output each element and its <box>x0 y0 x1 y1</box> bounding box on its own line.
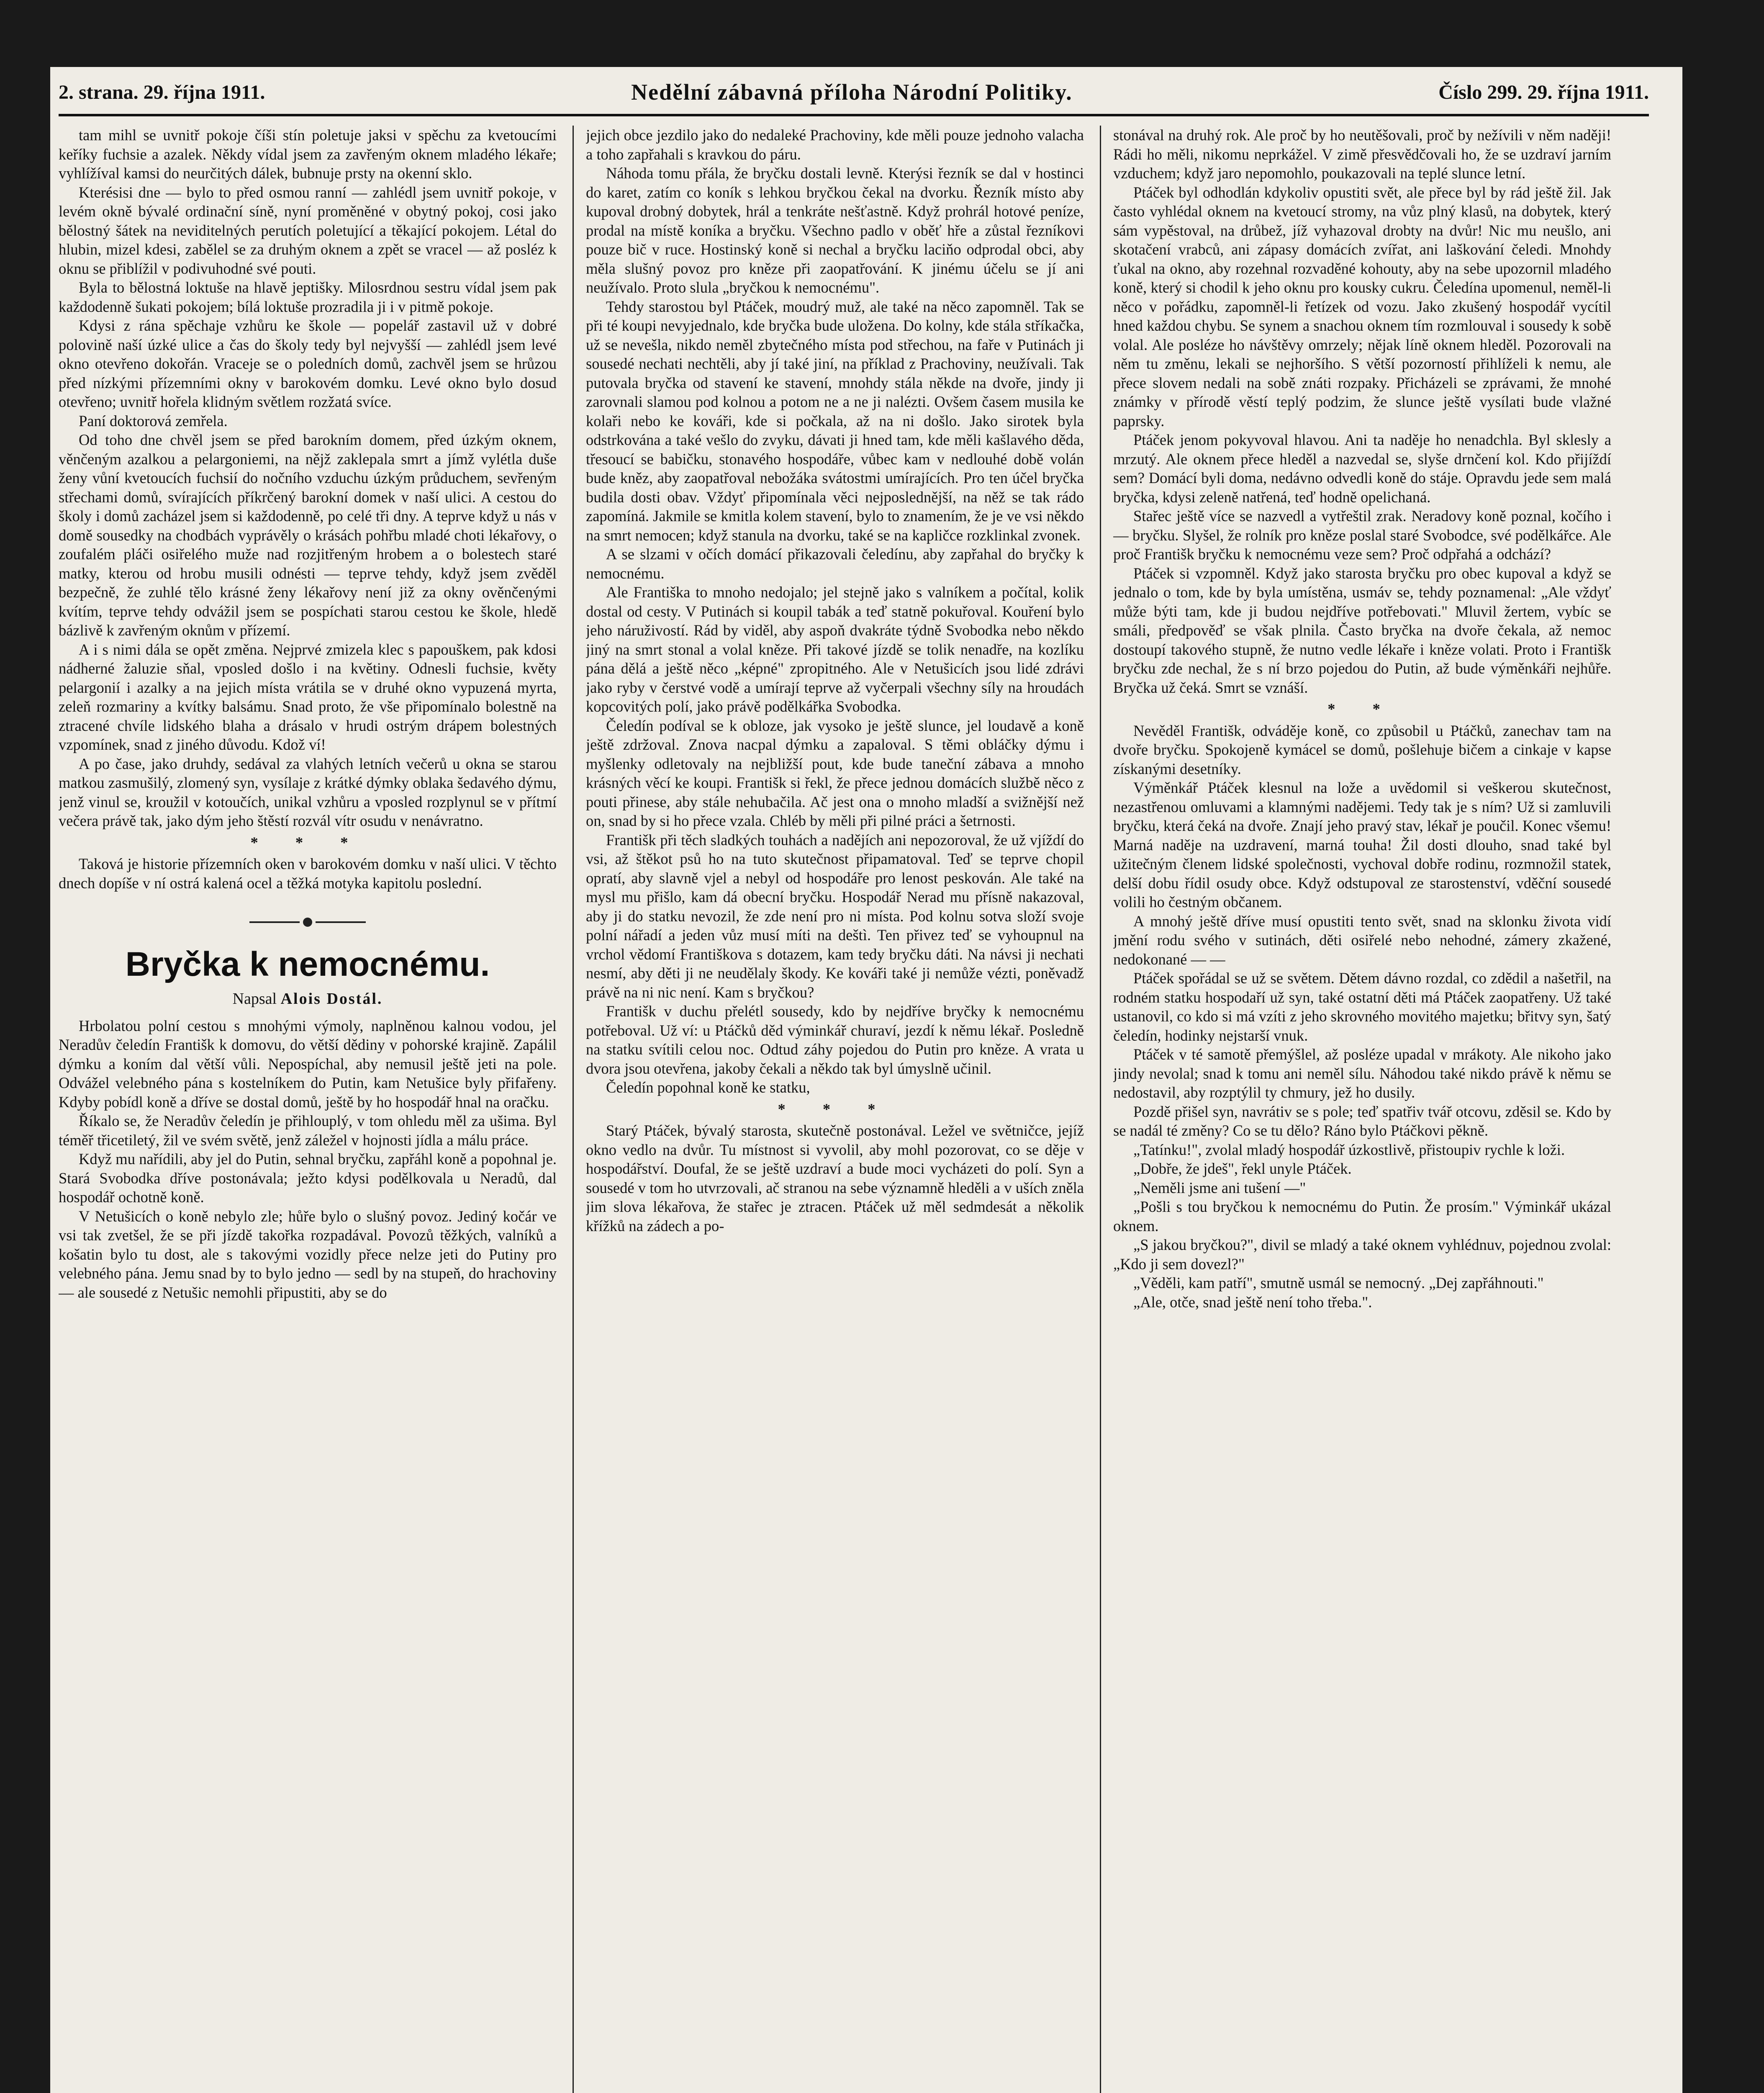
paragraph: Ptáček si vzpomněl. Když jako starosta bryčku pro obec kupoval a když se jednalo o tom, kde by byla umístěna, usmáv se, tehdy poznamenal: „Ale vždyť může býti tam, kde ji budou nejdříve potřebovati." Mluvil žertem, vybíc se smáli, předpověď se však plnila. Často bryčka na dvoře čekala, až nemoc dostoupí takového stupně, že nutno vedle lékaře i kněze volati. Proto i Františk bryčku zde nechal, že s ní brzo pojedou do Putin, až bude výměnkáři nejhůře. Bryčka už čeká. Smrt se vznáší. <box>1113 564 1611 696</box>
page-header <box>59 75 1649 109</box>
paragraph: Kdysi z rána spěchaje vzhůru ke škole — popelář zastavil už v dobré polovině naší úzké ulice a čas do školy tedy byl nejvyšší — zahlédl jsem levé okno otevřeno dokořán. Vraceje se o poledních domů, zachvěl jsem se hrůzou před nízkými přízemními okny v barokovém domku. Levé okno bylo dosud otevřeno; uvnitř hořela klidným světlem rozžatá svíce. <box>59 317 557 410</box>
byline-author: Alois Dostál. <box>280 990 383 1008</box>
section-stars: * * <box>1327 700 1397 717</box>
paragraph: Pozdě přišel syn, navrátiv se s pole; teď spatřiv tvář otcovu, zděsil se. Kdo by se nadál té změny? Co se tu dělo? Ráno bylo Ptáčkovi pěkně. <box>1113 1103 1611 1139</box>
paragraph: „Pošli s tou bryčkou k nemocnému do Putin. Že prosím." Výminkář ukázal oknem. <box>1113 1198 1611 1234</box>
paragraph: Františk při těch sladkých touhách a nadějích ani nepozoroval, že už vjíždí do vsi, až štěkot psů ho na tuto skutečnost připamatoval. Teď se teprve chopil opratí, aby slavně vjel a nebyl od hospodáře pro lenost peskován. Ale také na mysl mu přišlo, kam dá obecní bryčku. Hospodář Nerad mu přísně nakazoval, aby ji do statku nevozil, že zde není pro ni místa. Pod kolnu sotva složí svoje polní nářadí a jeden vůz musí míti na deštì. Ten přivez teď se vyhoupnul na vrchol vědomí Františkova s dotazem, kam tedy bryčku dáti. Na návsi ji nechati nesmí, aby děti ji ne neudělaly škody. Ke kováři také ji nemůže vézti, poněvadž právě na ni nic není. Kam s bryčkou? <box>586 831 1084 1001</box>
paragraph: Ptáček v té samotě přemýšlel, až posléze upadal v mrákoty. Ale nikoho jako jindy nevolal; snad k tomu ani neměl sílu. Náhodou také nikdo právě k němu se nedostavil, aby rozptýlil ty chmury, jež ho dusily. <box>1113 1046 1611 1101</box>
paragraph: „Dobře, že jdeš", řekl unyle Ptáček. <box>1133 1160 1352 1177</box>
byline <box>59 990 557 1009</box>
paragraph: Tehdy starostou byl Ptáček, moudrý muž, ale také na něco zapomněl. Tak se při té koupi nevyjednalo, kde bryčka bude uložena. Do kolny, kde stála stříkačka, už se nevešla, nikdo neměl zbytečného místa pod střechou, na faře v Putinách ji sousedé nechati nechtěli, aby jí také jiní, na příklad z Prachoviny, neužívali. Tak putovala bryčka od stavení ke stavení, mnohdy stála někde na dvoře, jindy ji zarovnali slamou pod kolnou a potom ne a ne ji nalézti. Ovšem časem musila ke kolaři nebo ke kováři, kde si počkala, až na ni došlo. Jako sirotek byla odstrkována a také vešlo do zvyku, dávati ji hned tam, kde měli kašlavého děda, třesoucí se babičku, stonavého hospodáře, vůbec kam v nedlouhé době volán bude kněz, aby zaopatřoval nebožáka svátostmi umírajících. Pro ten účel bryčka budila dosti obav. Vždyť připomínala věci nejposlednější, na něž se tak rádo zapomíná. Jakmile se kmitla kolem stavení, bylo to znamením, že je ve vsi někdo na smrt nemocen; když stanula na dvorku, také se na kapličce rozklinkal zvonek. <box>586 298 1084 544</box>
paragraph: Ptáček jenom pokyvoval hlavou. Ani ta naděje ho nenadchla. Byl sklesly a mrzutý. Ale oknem přece hleděl a nazvedal se, slyše drnčení kol. Kdo přijíždí sem? Domácí byli doma, nedávno odvedli koně do stáje. Opravdu jede sem malá bryčka, kdysi zeleně natřená, teď hodně opelichaná. <box>1113 431 1611 506</box>
paragraph: Čeledín popohnal koně ke statku, <box>606 1079 810 1096</box>
paragraph: „Věděli, kam patří", smutně usmál se nemocný. „Dej zapřáhnouti." <box>1133 1274 1544 1291</box>
paragraph: Výměnkář Ptáček klesnul na lože a uvědomil si veškerou skutečnost, nezastřenou omluvami a klamnými nadějemi. Tedy tak je s ním? Už si zamluvili bryčku, která čeká na dvoře. Znají jeho pravý stav, lékař je poučil. Konec všemu! Marná naděje na uzdravení, marná touha! Žil dosti dlouho, snad také byl užitečným členem lidské společnosti, vychoval dobře rodinu, rozmnožil statek, delší dobu řídil osudy obce. Když odstupoval ze starostenství, vděční sousedé volili ho čestným občanem. <box>1113 779 1611 910</box>
paragraph: Ale Františka to mnoho nedojalo; jel stejně jako s valníkem a počítal, kolik dostal od cesty. V Putinách si koupil tabák a teď statně pokuřoval. Kouření bylo jeho náruživostí. Rád by viděl, aby aspoň dvakráte týdně Svobodka nebo někdo jiný na smrt stonal a volal kněze. Při takové jízdě se tolik nenadře, na kozlíku pána dělá a ještě něco „képné" zpropitného. Ale v Netušicích jsou lidé zdrávi jako ryby v čerstvé vodě a umírají teprve až vyčerpali všechny síly na hroudách kopcovitých polí, jako právě podělkářka Svobodka. <box>586 584 1084 715</box>
paragraph: A mnohý ještě dříve musí opustiti tento svět, snad na sklonku života vidí jmění rodu svého v sutinách, děti osiřelé nebo nehodné, zámery zkažené, nedokonané — — <box>1113 912 1611 968</box>
column-2 <box>586 126 1084 2093</box>
paragraph: Kterésisi dne — bylo to před osmou ranní — zahlédl jsem uvnitř pokoje, v levém okně bývalé ordinační síně, nyní proměněné v obytný pokoj, cosi jako bělostný šátek na neviditelných perutích poletující a těkající pokojem. Létal do hlubin, mizel kdesi, zabělel se za druhým oknem a zpět se vracel — až posléz k oknu se přiblížil v podivuhodné své pouti. <box>59 183 557 277</box>
paragraph: „Ale, otče, snad ještě není toho třeba.". <box>1133 1293 1372 1311</box>
paragraph: Od toho dne chvěl jsem se před barokním domem, před úzkým oknem, věnčeným azalkou a pelargoniemi, na nějž zaklepala smrt a jímž vylétla duše ženy vůní kvetoucích fuchsií do nočního vzduchu úzkým průduchem, sevřeným střechami domů, svírajících příkrčený barokní domek v naší ulici. A cestou do školy i domů zacházel jsem si každodenně, po celé tři dny. A teprve když u nás v domě sousedky na chodbách vyprávěly o krásách pohřbu mladé choti lékařovy, o zoufalém pláči osiřelého muže nad rozjitřeným hrobem a o bolestech staré matky, kterou od hrobu musili odnésti — teprve tehdy, když jsem zvěděl bezpečně, že zuhlé tělo krásné ženy lékařovy není již za okny ověnčenými kvítím, teprve tehdy odvážil jsem se pospíchati starou cestou ke škole, hledě bázlivě k zavřeným oknům v přízemí. <box>59 431 557 639</box>
section-stars: * * * <box>778 1100 892 1118</box>
story-title: Bryčka k nemocnému. <box>125 945 490 983</box>
column-3 <box>1113 126 1611 2093</box>
paragraph: Starý Ptáček, bývalý starosta, skutečně postonával. Ležel ve světničce, jejíž okno vedlo na dvůr. Tu místnost si vyvolil, aby mohl pozorovat, co se děje v hospodářství. Doufal, že se ještě uzdraví a bude moci vycházeti do polí. Syn a sousedé v tom ho utvrzovali, ač stranou na sebe významně hleděli a v uších zněla jim slova lékařova, že stařec je ztracen. Ptáček už měl sedmdesát a několik křížků na zádech a po- <box>586 1122 1084 1234</box>
paragraph: Říkalo se, že Neradův čeledín je přihlouplý, v tom ohledu měl za ušima. Byl téměř třicetiletý, žil ve svém světě, jenž záležel v hojnosti jídla a málu práce. <box>59 1112 557 1149</box>
paragraph: Taková je historie přízemních oken v barokovém domku v naší ulici. V těchto dnech dopíše v ní ostrá kalená ocel a těžká motyka kapitolu poslední. <box>59 855 557 892</box>
paragraph: Nevěděl Františk, odváděje koně, co způsobil u Ptáčků, zanechav tam na dvoře bryčku. Spokojeně kymácel se domů, pošlehuje bičem a cinkaje v kapse získanými desetníky. <box>1113 722 1611 777</box>
paragraph: Čeledín podíval se k obloze, jak vysoko je ještě slunce, jel loudavě a koně ještě zdržoval. Znova nacpal dýmku a zapaloval. S těmi obláčky dýmu i myšlenky odletovaly na nejbližší pout, kde bude taneční zábava a mnoho krásných věcí ke koupi. Františk si řekl, že přece jednou domácích službě něco z pouti přinese, aby stále nehubačila. Ač jest ona o mnoho mladší a svižnější než on, snad by si ho přece vzala. Chléb by měli při pilné práci a šetrnosti. <box>586 717 1084 829</box>
paragraph: Byla to bělostná loktuše na hlavě jeptišky. Milosrdnou sestru vídal jsem pak každodenně šukati pokojem; bílá loktuše prozradila ji i v pitmě pokoje. <box>59 279 557 315</box>
header-masthead: Nedělní zábavná příloha Národní Politiky. <box>631 80 1073 105</box>
paragraph: A i s nimi dála se opět změna. Nejprvé zmizela klec s papouškem, pak kdosi nádherné žaluzie sňal, vposled došlo i na květiny. Odnesli fuchsie, květy pelargonií i azalky a na jejich místa vrátila se v druhé okno vypuzená myrta, zeleň rozmariny a kvítky balsámu. Snad proto, že vše připomínalo bolestně na ztracené chvíle lidského blaha a drásalo v hrudi ostrým drápem bolestných vzpomínek, snad z jiného důvodu. Kdož ví! <box>59 640 557 753</box>
header-right: Číslo 299. 29. října 1911. <box>1438 81 1649 103</box>
paragraph: jejich obce jezdilo jako do nedaleké Prachoviny, kde měli pouze jednoho valacha a toho zapřahali s kravkou do páru. <box>586 126 1084 163</box>
paragraph: stonával na druhý rok. Ale proč by ho neutěšovali, proč by nežívili v něm naději! Rádi ho měli, nikomu neprkážel. V zimě přesvědčovali ho, že se uzdraví jarním vzduchem; když jaro nepomohlo, poukazovali na teplé slunce letní. <box>1113 126 1611 182</box>
column-1 <box>59 126 557 2093</box>
byline-prefix: Napsal <box>232 990 277 1008</box>
paragraph: Paní doktorová zemřela. <box>79 412 228 429</box>
paragraph: A se slzami v očích domácí přikazovali čeledínu, aby zapřahal do bryčky k nemocnému. <box>586 545 1084 582</box>
paragraph: „S jakou bryčkou?", divil se mladý a také oknem vyhlédnuv, pojednou zvolal: „Kdo ji sem dovezl?" <box>1113 1236 1611 1273</box>
paragraph: tam mihl se uvnitř pokoje číši stín poletuje jaksi v spěchu za kvetoucími keříky fuchsie a azalek. Někdy vídal jsem za zavřeným oknem mladého lékaře; vyhlížíval kamsi do neurčitých dálek, bubnuje prsty na okenní sklo. <box>59 126 557 182</box>
paragraph: Ptáček byl odhodlán kdykoliv opustiti svět, ale přece byl by rád ještě žil. Jak často vyhlédal oknem na kvetoucí stromy, na vůz plný klasů, na dobytek, který sám vypěstoval, na drůbež, jíž vyhazoval drobty na dvůr! Nic mu neušlo, ani skotačení vrabců, ani zápasy domácích zvířat, ani laškování čeledi. Mnohdy ťukal na okno, aby rozehnal rozvaděné kohouty, aby na sebe upozornil mladého koně, který si chodil k jeho oknu pro kousky cukru. Čeledína upomenul, neměl-li něco v pořádku, zapomněl-li řetízek od vozu. Jako zkušený hospodář vycítil hned každou chybu. Se synem a snachou oknem tím rozmlouval i sousedy k sobě volal. Ale posléze ho návštěvy omrzely; nějak líně oknem hleděl. Pozorovali na něm tu změnu, lekali se nejhoršího. S větší pozorností přihlíželi k nemu, ale přece slovem nedali na sobě znáti rozpaky. Přicházeli se zprávami, že mnohé známky v přírodě věstí teplý podzim, že slunce ještě vysílati bude vlažné paprsky. <box>1113 183 1611 429</box>
section-stars: * * * <box>250 833 365 851</box>
paragraph: „Neměli jsme ani tušení —" <box>1133 1179 1306 1196</box>
ornament-divider <box>59 918 557 927</box>
paragraph: Náhoda tomu přála, že bryčku dostali levně. Kterýsi řezník se dal v hostinci do karet, zatím co koník s lehkou bryčkou čekal na dvorku. Řezník místo aby kupoval drobný dobytek, hrál a tenkráte nešťastně. Když prohrál hotové peníze, prodal na místě koníka a bryčku. Všechno padlo v oběť hře a zůstal řezníkovi pouze bič v ruce. Hostinský koně si nechal a bryčku laciňo odprodal obci, aby měla slušný povoz pro kněze při zaopatřování. K jinému účelu se jí ani neužívalo. Proto slula „bryčkou k nemocnému". <box>586 165 1084 296</box>
header-rule <box>59 114 1649 116</box>
paragraph: Františk v duchu přelétl sousedy, kdo by nejdříve bryčky k nemocnému potřeboval. Už ví: u Ptáčků děd výminkář churaví, jezdí k němu lékař. Posledně na statku svítili celou noc. Odtud záhy pojedou do Putin pro kněze. A vrata u dvora jsou otevřena, jakoby čekali a někdo tak byl úmyslně učinil. <box>586 1003 1084 1077</box>
paragraph: V Netušicích o koně nebylo zle; hůře bylo o slušný povoz. Jediný kočár ve vsi tak zvetšel, že se při jízdě takořka rozpadával. Povozů těžkých, valníků a košatin bylo tu dost, ale s takovými vozidly přece nelze jeti do Putiny pro velebného pána. Jemu snad by to bylo jedno — sedl by na stupeň, do hrachoviny — ale sousedé z Netušic nemohli připustiti, aby se do <box>59 1207 557 1301</box>
paragraph: A po čase, jako druhdy, sedával za vlahých letních večerů u okna se starou matkou zasmušilý, zlomený syn, vysílaje z krátké dýmky oblaka šedavého dýmu, jenž vinul se, kroužil v kotoučích, unikal vzhůru a vposled rozplynul se v přítmí večera právě tak, jako dým jeho štěstí rozvál vítr osudu v nenávratno. <box>59 755 557 829</box>
paragraph: „Tatínku!", zvolal mladý hospodář úzkostlivě, přistoupiv rychle k loži. <box>1133 1141 1565 1158</box>
header-left: 2. strana. 29. října 1911. <box>59 81 265 103</box>
column-divider <box>1100 126 1101 2093</box>
paragraph: Hrbolatou polní cestou s mnohými výmoly, naplněnou kalnou vodou, jel Neradův čeledín Františk k domovu, do větší dědiny v pohorské krajině. Zapálil dýmku a koním dal větší vůli. Nepospíchal, aby nemusil ještě jeti na pole. Odvážel velebného pána s kostelníkem do Putin, kam Netušice byly přifařeny. Kdyby pobídl koně a dříve se dostal domů, ještě by ho hospodář hnal na oračku. <box>59 1017 557 1111</box>
paragraph: Stařec ještě více se nazvedl a vytřeštil zrak. Neradovy koně poznal, kočího i — bryčku. Slyšel, že rolník pro kněze poslal staré Svobodce, své podělkářce. Ale proč Františk bryčku k nemocnému veze sem? Proč odpřahá a odchází? <box>1113 507 1611 563</box>
paragraph: Ptáček spořádal se už se světem. Dětem dávno rozdal, co zdědil a našetřil, na rodném statku hospodaří už syn, také ostatní děti má Ptáček zaopatřeny. Už také ustanovil, co kdo si má vzíti z jeho skrovného movitého majetku; břitvy syn, šatý čeledín, hodinky nejstarší vnuk. <box>1113 969 1611 1044</box>
paragraph: Když mu nařídili, aby jel do Putin, sehnal bryčku, zapřáhl koně a popohnal je. Stará Svobodka dříve postonávala; ježto kdysi podělkovala u Neradů, dal hospodář ochotně koně. <box>59 1150 557 1206</box>
column-divider <box>573 126 574 2093</box>
